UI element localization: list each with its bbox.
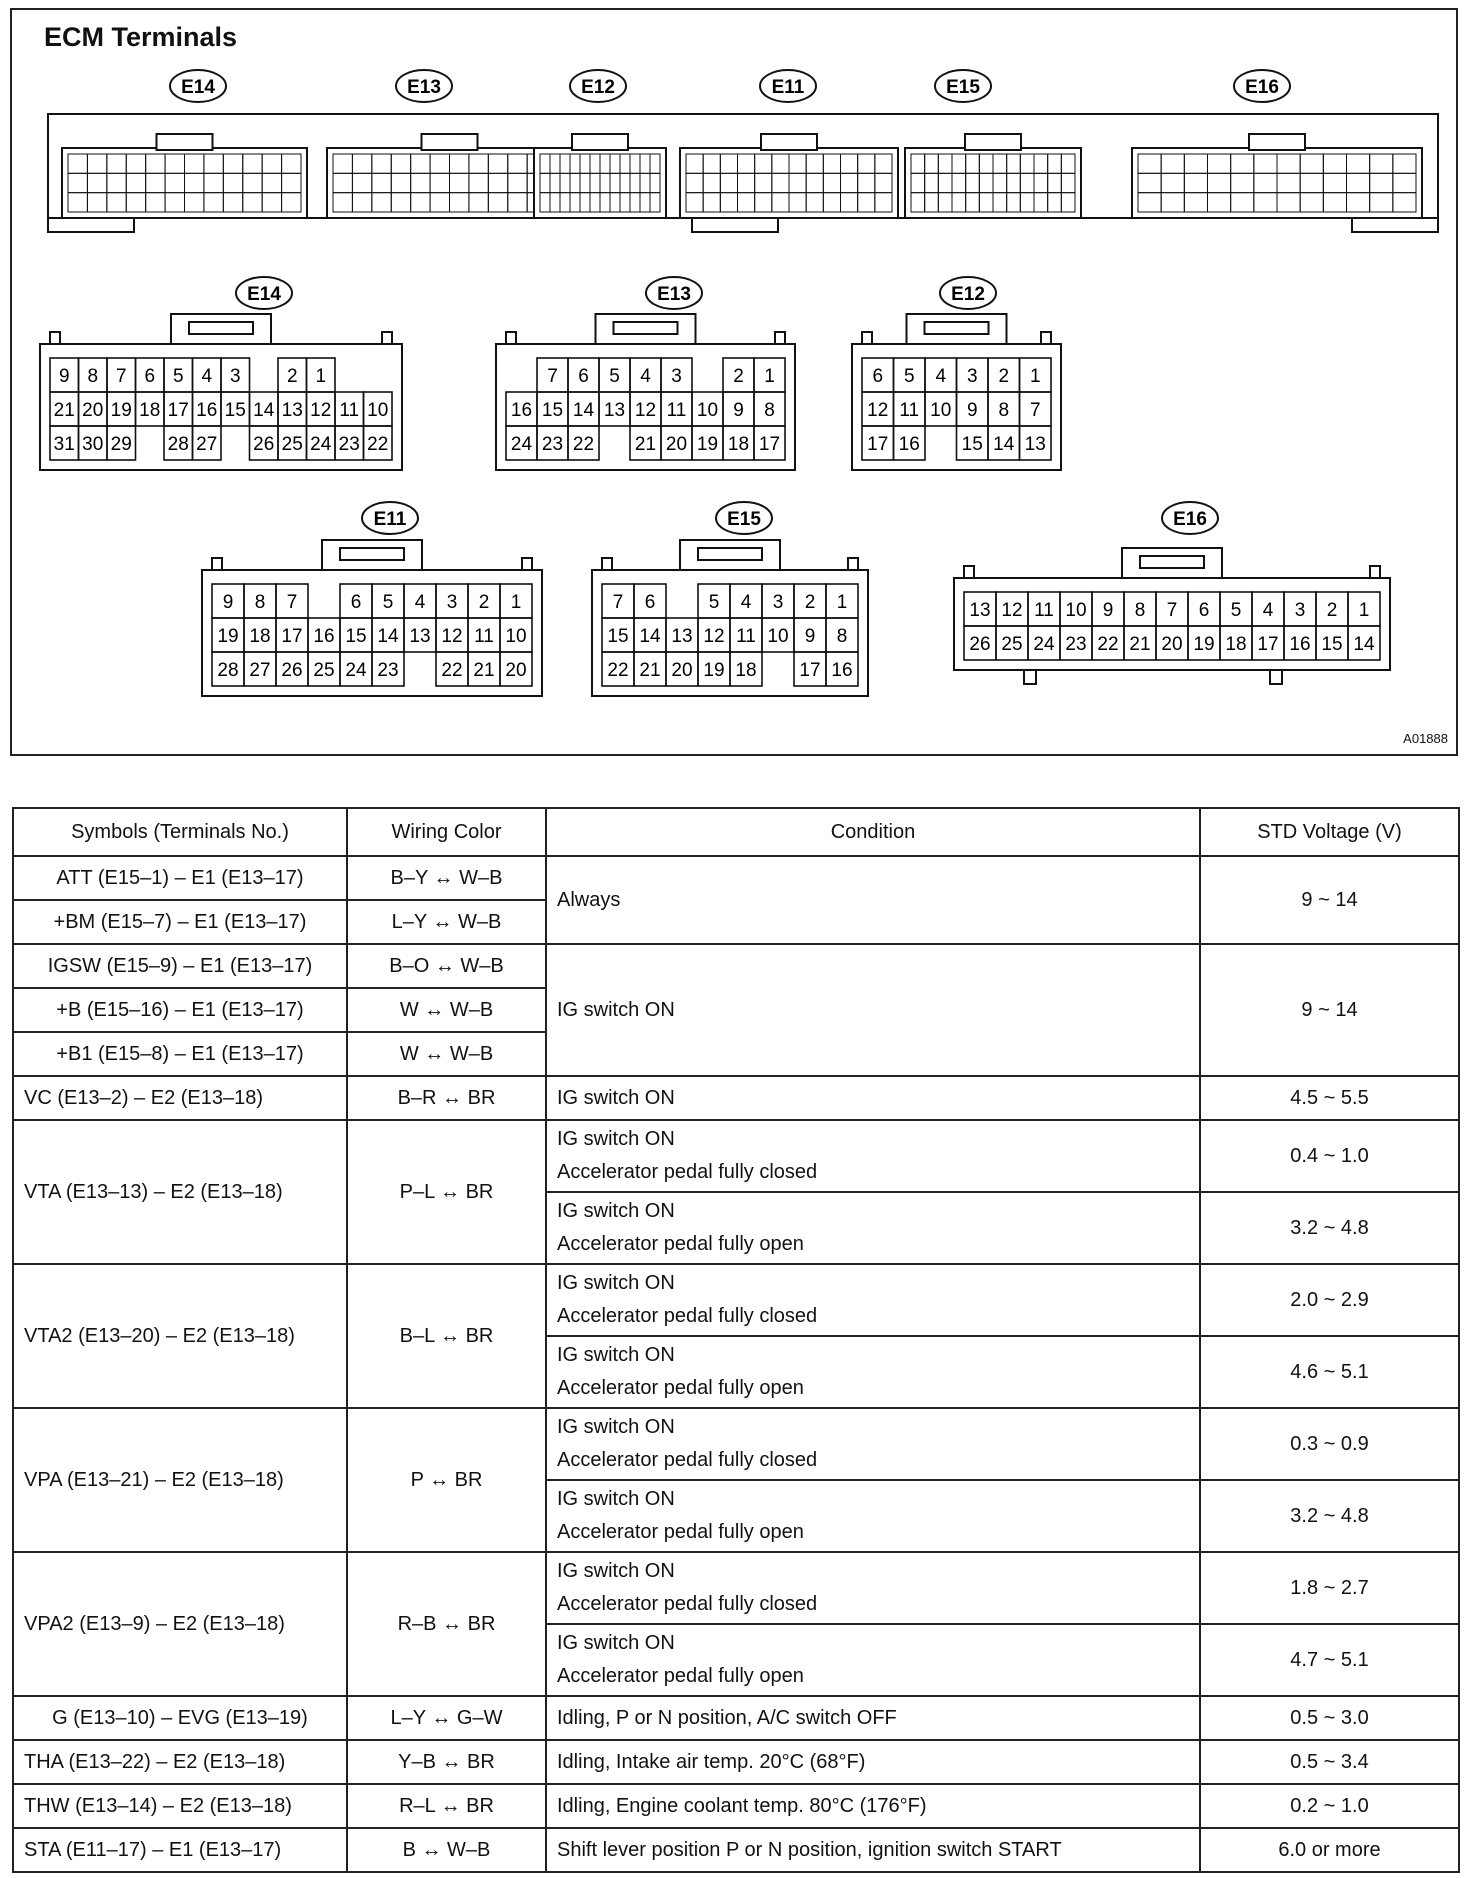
table-row [13, 1696, 1459, 1740]
wiring-color-cell: B–Y ↔ W–B [347, 856, 546, 900]
pin-number: 31 [53, 434, 75, 455]
pin-number: 7 [286, 592, 298, 613]
pin-number: 21 [1129, 634, 1151, 655]
pin-number: 21 [634, 434, 657, 455]
housing-foot [1352, 218, 1438, 232]
connector-label-detail: E13 [657, 284, 691, 305]
pin-number: 11 [1034, 600, 1054, 621]
pin-number: 20 [665, 434, 688, 455]
connector-tab [382, 332, 392, 344]
diagram-title: ECM Terminals [44, 22, 238, 52]
connector-tab [522, 558, 532, 570]
condition-line: Always [557, 888, 621, 911]
condition-line: Accelerator pedal fully open [557, 1665, 804, 1687]
table-row [13, 1076, 1459, 1120]
pin-number: 23 [541, 434, 564, 455]
connector-tab [212, 558, 222, 570]
pin-number: 3 [229, 366, 241, 387]
condition-line: Idling, P or N position, A/C switch OFF [557, 1706, 897, 1729]
pin-number: 5 [708, 592, 720, 613]
condition-line: IG switch ON [557, 1488, 675, 1510]
connector-latch-slot [614, 322, 678, 334]
symbol-cell: VTA2 (E13–20) – E2 (E13–18) [13, 1264, 347, 1408]
pin-number: 15 [224, 400, 246, 421]
voltage-cell: 2.0 ~ 2.9 [1200, 1264, 1459, 1336]
symbol-cell: IGSW (E15–9) – E1 (E13–17) [13, 944, 347, 988]
pin-number: 1 [315, 366, 327, 387]
wiring-color-cell: B–O ↔ W–B [347, 944, 546, 988]
condition-line: Accelerator pedal fully closed [557, 1305, 818, 1327]
pin-number: 3 [1294, 600, 1306, 621]
pin-number: 16 [313, 626, 335, 647]
pin-number: 3 [671, 366, 682, 387]
pin-number: 14 [993, 434, 1015, 455]
pin-number: 2 [1326, 600, 1338, 621]
pin-number: 5 [382, 592, 394, 613]
condition-line: IG switch ON [557, 1560, 675, 1582]
condition-line: Accelerator pedal fully closed [557, 1161, 818, 1183]
pin-number: 11 [474, 626, 494, 647]
connector-foot [1270, 670, 1282, 684]
voltage-cell: 0.2 ~ 1.0 [1200, 1784, 1459, 1828]
connector-label-overview: E16 [1245, 77, 1279, 98]
pin-number: 11 [736, 626, 756, 647]
pin-number: 8 [998, 400, 1010, 421]
overview-connector-latch [572, 134, 628, 150]
symbol-cell: +B1 (E15–8) – E1 (E13–17) [13, 1032, 347, 1076]
pin-number: 18 [139, 400, 161, 421]
pin-number: 20 [505, 660, 527, 681]
connector-tab [848, 558, 858, 570]
pin-number: 1 [764, 366, 775, 387]
voltage-cell: 3.2 ~ 4.8 [1200, 1192, 1459, 1264]
table-row [13, 1120, 1459, 1192]
pin-number: 4 [740, 592, 752, 613]
pin-number: 23 [1065, 634, 1087, 655]
pin-number: 25 [313, 660, 335, 681]
pin-number: 20 [1161, 634, 1183, 655]
pin-number: 15 [345, 626, 367, 647]
connector-label-overview: E11 [771, 77, 805, 98]
pin-number: 11 [666, 400, 687, 421]
pin-number: 10 [930, 400, 952, 421]
pin-number: 13 [969, 600, 991, 621]
condition-cell [546, 1552, 1200, 1624]
connector-tab [1041, 332, 1051, 344]
connector-label-overview: E12 [581, 77, 615, 98]
pin-number: 16 [831, 660, 853, 681]
table-row [13, 1408, 1459, 1480]
pin-number: 22 [607, 660, 629, 681]
table-row [13, 944, 1459, 988]
pin-number: 4 [935, 366, 947, 387]
pin-number: 7 [547, 366, 558, 387]
header-condition: Condition [546, 808, 1200, 856]
pin-number: 14 [639, 626, 661, 647]
condition-cell [546, 1336, 1200, 1408]
condition-line: Shift lever position P or N position, ignition switch START [557, 1838, 1062, 1861]
pin-number: 19 [110, 400, 132, 421]
pin-number: 16 [1289, 634, 1311, 655]
pin-number: 9 [1102, 600, 1114, 621]
pin-number: 10 [696, 400, 719, 421]
condition-cell [546, 1076, 1200, 1120]
symbol-cell: VPA (E13–21) – E2 (E13–18) [13, 1408, 347, 1552]
pin-number: 24 [310, 434, 332, 455]
pin-number: 1 [510, 592, 522, 613]
pin-number: 4 [640, 366, 651, 387]
pin-number: 24 [345, 660, 367, 681]
pin-number: 8 [87, 366, 99, 387]
pin-number: 10 [367, 400, 389, 421]
condition-cell [546, 1480, 1200, 1552]
pin-number: 17 [799, 660, 821, 681]
pin-number: 7 [115, 366, 127, 387]
symbol-cell: +B (E15–16) – E1 (E13–17) [13, 988, 347, 1032]
wiring-color-cell: B–R ↔ BR [347, 1076, 546, 1120]
voltage-cell: 4.7 ~ 5.1 [1200, 1624, 1459, 1696]
pin-number: 25 [1001, 634, 1023, 655]
connector-tab [775, 332, 785, 344]
connector-label-detail: E15 [727, 509, 761, 530]
pin-number: 19 [1193, 634, 1215, 655]
pin-number: 13 [671, 626, 693, 647]
wiring-color-cell: B–L ↔ BR [347, 1264, 546, 1408]
pin-number: 22 [367, 434, 389, 455]
housing-foot [48, 218, 134, 232]
pin-number: 12 [310, 400, 332, 421]
connector-tab [506, 332, 516, 344]
pin-number: 9 [804, 626, 816, 647]
pin-number: 14 [377, 626, 399, 647]
condition-line: Idling, Engine coolant temp. 80°C (176°F) [557, 1794, 927, 1817]
condition-line: IG switch ON [557, 1086, 675, 1109]
pin-number: 16 [510, 400, 533, 421]
pin-number: 1 [1029, 366, 1041, 387]
pin-number: 5 [609, 366, 620, 387]
symbol-cell: STA (E11–17) – E1 (E13–17) [13, 1828, 347, 1872]
symbol-cell: G (E13–10) – EVG (E13–19) [13, 1696, 347, 1740]
pin-number: 19 [217, 626, 239, 647]
voltage-cell: 0.5 ~ 3.4 [1200, 1740, 1459, 1784]
pin-number: 25 [281, 434, 303, 455]
symbol-cell: VTA (E13–13) – E2 (E13–18) [13, 1120, 347, 1264]
voltage-cell: 0.5 ~ 3.0 [1200, 1696, 1459, 1740]
pin-number: 7 [1029, 400, 1041, 421]
condition-cell [546, 1828, 1200, 1872]
condition-cell [546, 856, 1200, 944]
pin-number: 20 [82, 400, 104, 421]
pin-number: 3 [966, 366, 978, 387]
pin-number: 2 [478, 592, 490, 613]
pin-number: 8 [764, 400, 775, 421]
condition-line: Accelerator pedal fully closed [557, 1449, 818, 1471]
pin-number: 4 [201, 366, 213, 387]
pin-number: 3 [446, 592, 458, 613]
pin-number: 17 [758, 434, 781, 455]
pin-number: 6 [578, 366, 589, 387]
pin-number: 19 [696, 434, 719, 455]
pin-number: 9 [966, 400, 978, 421]
connector-label-detail: E16 [1173, 509, 1207, 530]
pin-number: 7 [612, 592, 624, 613]
condition-cell [546, 944, 1200, 1076]
condition-line: IG switch ON [557, 1200, 675, 1222]
table-row [13, 856, 1459, 900]
overview-connector-latch [157, 134, 213, 150]
pin-number: 15 [1321, 634, 1343, 655]
pin-number: 23 [377, 660, 399, 681]
condition-cell [546, 1120, 1200, 1192]
pin-number: 6 [350, 592, 362, 613]
voltage-cell: 9 ~ 14 [1200, 944, 1459, 1076]
pin-number: 22 [572, 434, 595, 455]
pin-number: 7 [1166, 600, 1178, 621]
connector-foot [1024, 670, 1036, 684]
pin-number: 18 [735, 660, 757, 681]
pin-number: 2 [286, 366, 298, 387]
symbol-cell: +BM (E15–7) – E1 (E13–17) [13, 900, 347, 944]
condition-line: Idling, Intake air temp. 20°C (68°F) [557, 1750, 866, 1773]
pin-number: 12 [634, 400, 657, 421]
figure-code: A01888 [1403, 731, 1448, 746]
wiring-color-cell: P ↔ BR [347, 1408, 546, 1552]
pin-number: 6 [644, 592, 656, 613]
header-symbols: Symbols (Terminals No.) [13, 808, 347, 856]
pin-number: 20 [671, 660, 693, 681]
pin-number: 17 [867, 434, 889, 455]
voltage-cell: 1.8 ~ 2.7 [1200, 1552, 1459, 1624]
condition-line: IG switch ON [557, 1632, 675, 1654]
terminal-voltage-table [12, 807, 1460, 1873]
connector-drawing [12, 10, 1456, 754]
table-row [13, 1828, 1459, 1872]
pin-number: 12 [703, 626, 725, 647]
connector-tab [862, 332, 872, 344]
pin-number: 15 [961, 434, 983, 455]
pin-number: 10 [1065, 600, 1087, 621]
pin-number: 10 [505, 626, 527, 647]
pin-number: 14 [253, 400, 275, 421]
header-std-voltage: STD Voltage (V) [1200, 808, 1459, 856]
table-row [13, 1552, 1459, 1624]
pin-number: 1 [1358, 600, 1370, 621]
condition-cell [546, 1192, 1200, 1264]
pin-number: 15 [607, 626, 629, 647]
voltage-cell: 4.5 ~ 5.5 [1200, 1076, 1459, 1120]
wiring-color-cell: W ↔ W–B [347, 988, 546, 1032]
table-row [13, 1784, 1459, 1828]
connector-label-overview: E15 [946, 77, 980, 98]
pin-number: 6 [144, 366, 156, 387]
connector-label-detail: E14 [247, 284, 281, 305]
pin-number: 17 [281, 626, 303, 647]
pin-number: 23 [338, 434, 360, 455]
symbol-cell: ATT (E15–1) – E1 (E13–17) [13, 856, 347, 900]
header-wiring-color: Wiring Color [347, 808, 546, 856]
pin-number: 21 [53, 400, 75, 421]
pin-number: 18 [249, 626, 271, 647]
pin-number: 2 [733, 366, 744, 387]
connector-tab [602, 558, 612, 570]
pin-number: 17 [1257, 634, 1279, 655]
pin-number: 15 [541, 400, 564, 421]
table-row [13, 1264, 1459, 1336]
table-row [13, 1740, 1459, 1784]
pin-number: 10 [767, 626, 789, 647]
pin-number: 24 [1033, 634, 1055, 655]
pin-number: 6 [872, 366, 884, 387]
condition-cell [546, 1264, 1200, 1336]
pin-number: 8 [254, 592, 266, 613]
condition-line: Accelerator pedal fully open [557, 1521, 804, 1543]
pin-number: 18 [1225, 634, 1247, 655]
symbol-cell: THA (E13–22) – E2 (E13–18) [13, 1740, 347, 1784]
connector-latch-slot [340, 548, 404, 560]
wiring-color-cell: L–Y ↔ G–W [347, 1696, 546, 1740]
pin-number: 4 [1262, 600, 1274, 621]
connector-label-detail: E12 [951, 284, 985, 305]
ecm-terminals-diagram [10, 8, 1458, 756]
pin-number: 13 [281, 400, 303, 421]
pin-number: 26 [281, 660, 303, 681]
wiring-color-cell: Y–B ↔ BR [347, 1740, 546, 1784]
pin-number: 14 [1353, 634, 1375, 655]
pin-number: 12 [1001, 600, 1023, 621]
overview-connector-latch [422, 134, 478, 150]
pin-number: 14 [572, 400, 595, 421]
voltage-cell: 4.6 ~ 5.1 [1200, 1336, 1459, 1408]
symbol-cell: VPA2 (E13–9) – E2 (E13–18) [13, 1552, 347, 1696]
pin-number: 27 [249, 660, 271, 681]
pin-number: 8 [1134, 600, 1146, 621]
pin-number: 2 [804, 592, 816, 613]
pin-number: 28 [167, 434, 189, 455]
overview-connector-latch [965, 134, 1021, 150]
voltage-cell: 6.0 or more [1200, 1828, 1459, 1872]
connector-label-overview: E13 [407, 77, 441, 98]
connector-latch-slot [925, 322, 989, 334]
pin-number: 5 [172, 366, 184, 387]
pin-number: 4 [414, 592, 426, 613]
pin-number: 12 [867, 400, 889, 421]
voltage-cell: 3.2 ~ 4.8 [1200, 1480, 1459, 1552]
connector-latch-slot [698, 548, 762, 560]
wiring-color-cell: W ↔ W–B [347, 1032, 546, 1076]
pin-number: 9 [58, 366, 70, 387]
pin-number: 5 [903, 366, 915, 387]
pin-number: 11 [899, 400, 920, 421]
connector-label-detail: E11 [373, 509, 407, 530]
pin-number: 5 [1230, 600, 1242, 621]
connector-tab [1370, 566, 1380, 578]
condition-line: IG switch ON [557, 1128, 675, 1150]
voltage-cell: 0.4 ~ 1.0 [1200, 1120, 1459, 1192]
pin-number: 2 [998, 366, 1010, 387]
pin-number: 21 [473, 660, 495, 681]
pin-number: 9 [733, 400, 744, 421]
pin-number: 26 [969, 634, 991, 655]
pin-number: 26 [253, 434, 275, 455]
housing-foot [692, 218, 778, 232]
wiring-color-cell: P–L ↔ BR [347, 1120, 546, 1264]
wiring-color-cell: R–L ↔ BR [347, 1784, 546, 1828]
condition-cell [546, 1624, 1200, 1696]
pin-number: 13 [1024, 434, 1046, 455]
connector-latch-slot [1140, 556, 1204, 568]
pin-number: 29 [110, 434, 132, 455]
wiring-color-cell: L–Y ↔ W–B [347, 900, 546, 944]
connector-tab [964, 566, 974, 578]
overview-connector-latch [1249, 134, 1305, 150]
connector-label-overview: E14 [181, 77, 215, 98]
condition-cell [546, 1784, 1200, 1828]
voltage-cell: 9 ~ 14 [1200, 856, 1459, 944]
pin-number: 16 [196, 400, 218, 421]
pin-number: 30 [82, 434, 104, 455]
condition-cell [546, 1740, 1200, 1784]
connector-tab [50, 332, 60, 344]
pin-number: 6 [1198, 600, 1210, 621]
pin-number: 13 [409, 626, 431, 647]
connector-latch-slot [189, 322, 253, 334]
symbol-cell: VC (E13–2) – E2 (E13–18) [13, 1076, 347, 1120]
pin-number: 9 [222, 592, 234, 613]
condition-cell [546, 1408, 1200, 1480]
pin-number: 22 [1097, 634, 1119, 655]
condition-cell [546, 1696, 1200, 1740]
pin-number: 17 [167, 400, 189, 421]
condition-line: IG switch ON [557, 1344, 675, 1366]
overview-connector-latch [761, 134, 817, 150]
pin-number: 28 [217, 660, 239, 681]
wiring-color-cell: B ↔ W–B [347, 1828, 546, 1872]
pin-number: 19 [703, 660, 725, 681]
pin-number: 1 [836, 592, 848, 613]
pin-number: 24 [510, 434, 533, 455]
pin-number: 22 [441, 660, 463, 681]
condition-line: IG switch ON [557, 1416, 675, 1438]
condition-line: Accelerator pedal fully closed [557, 1593, 818, 1615]
symbol-cell: THW (E13–14) – E2 (E13–18) [13, 1784, 347, 1828]
table-header-row [13, 808, 1459, 856]
wiring-color-cell: R–B ↔ BR [347, 1552, 546, 1696]
pin-number: 12 [441, 626, 463, 647]
pin-number: 8 [836, 626, 848, 647]
pin-number: 21 [639, 660, 661, 681]
condition-line: IG switch ON [557, 998, 675, 1021]
pin-number: 3 [772, 592, 784, 613]
pin-number: 18 [727, 434, 750, 455]
pin-number: 27 [196, 434, 218, 455]
table-body [13, 856, 1459, 1872]
condition-line: Accelerator pedal fully open [557, 1233, 804, 1255]
condition-line: Accelerator pedal fully open [557, 1377, 804, 1399]
pin-number: 16 [898, 434, 920, 455]
voltage-cell: 0.3 ~ 0.9 [1200, 1408, 1459, 1480]
condition-line: IG switch ON [557, 1272, 675, 1294]
pin-number: 11 [339, 400, 360, 421]
pin-number: 13 [603, 400, 626, 421]
